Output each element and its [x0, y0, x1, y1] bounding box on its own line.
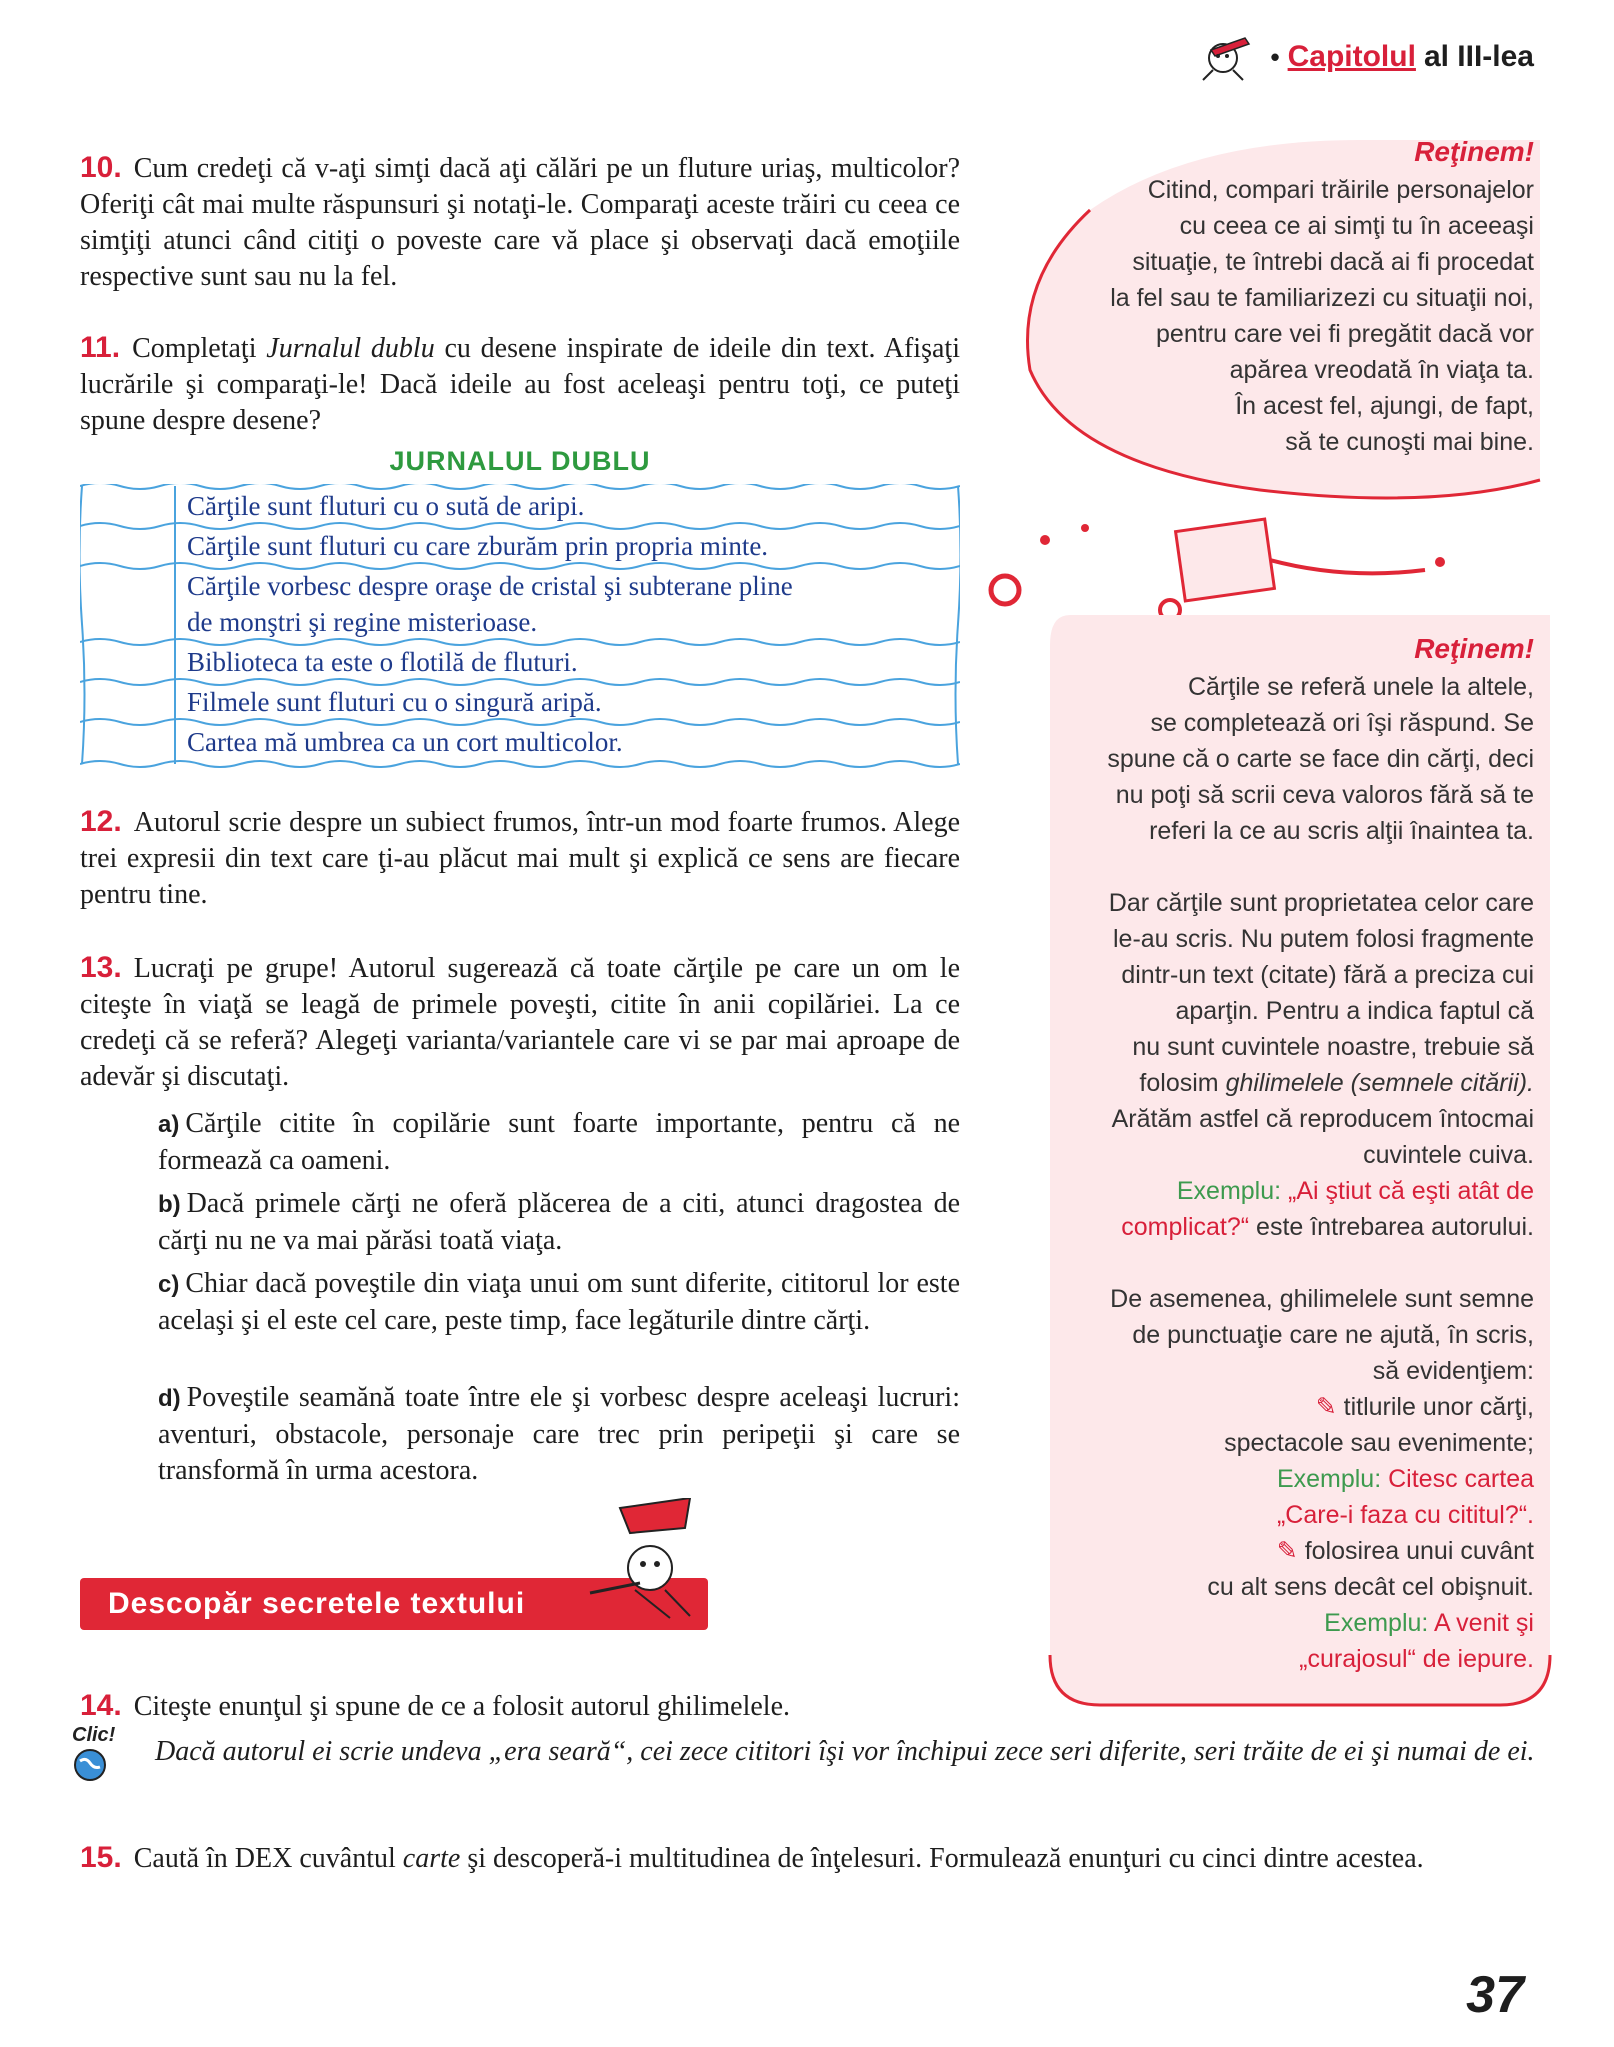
chapter-header: • Capitolul al III-lea — [1193, 30, 1535, 84]
journal-title: JURNALUL DUBLU — [389, 446, 651, 476]
chapter-word: Capitolul — [1287, 40, 1416, 73]
question-number: 13. — [80, 951, 122, 984]
question-number: 10. — [80, 151, 122, 184]
question-12 — [80, 804, 960, 913]
journal-row: Filmele sunt fluturi cu o singură aripă. — [187, 687, 602, 717]
question-number: 11. — [80, 331, 121, 364]
journal-name: Jurnalul dublu — [266, 333, 435, 364]
journal-row: Biblioteca ta este o flotilă de fluturi. — [187, 647, 578, 677]
note-title: Reţinem! — [1414, 633, 1534, 664]
question-text: Lucraţi pe grupe! Autorul sugerează că toate cărţile pe care un om le citeşte în viaţă se leagă de primele poveşti, citite în anii copilăriei. La ce credeţi că se referă? Alegeţi varianta/variantele care vi se par mai aproape de adevăr şi discutaţi. — [80, 953, 960, 1092]
note-title: Reţinem! — [1414, 136, 1534, 167]
question-text: Citeşte enunţul şi spune de ce a folosit autorul ghilimelele. — [133, 1691, 791, 1722]
question-10 — [80, 150, 960, 295]
question-11: 11. Completaţi Jurnalul dublu cu desene inspirate de ideile din text. Afişaţi lucrările şi comparaţi-le! Dacă ideile au fost aceleaşi pentru toţi, ce puteţi spune despre desene? — [80, 331, 960, 436]
journal-row-cont: de monştri şi regine misterioase. — [187, 607, 538, 637]
question-text: Autorul scrie despre un subiect frumos, într-un mod foarte frumos. Alege trei expresii din text care ţi-au plăcut mai mult şi explică ce sens are fiecare pentru tine. — [80, 807, 960, 910]
pencil-icon: ✎ — [1315, 1393, 1344, 1421]
keyword: carte — [402, 1843, 461, 1874]
question-number: 14. — [80, 1689, 122, 1722]
note-body: Citind, compari trăirile personajelor cu ceea ce ai simţi tu în aceeaşi situaţie, te întrebi dacă ai fi procedat la fel sau te familiarizezi cu situaţii noi, pentru care vei fi pregătit dacă vor apărea vreodată în viaţa ta. În acest fel, ajungi, de fapt, să te cunoşti mai bine. — [1110, 176, 1534, 456]
question-15: 15. Caută în DEX cuvântul carte şi descoperă-i multitudinea de înţelesuri. Formulează enunţuri cu cinci dintre acestea. — [80, 1841, 1424, 1874]
chapter-number: al III-lea — [1423, 40, 1534, 73]
globe-icon — [72, 1747, 108, 1783]
pencil-icon: ✎ — [1276, 1537, 1305, 1565]
journal-row: Cartea mă umbrea ca un cort multicolor. — [187, 727, 623, 757]
option-b: b) Dacă primele cărţi ne oferă plăcerea de a citi, atunci dragostea de cărţi nu ne va mai părăsi toată viaţa. — [158, 1188, 960, 1256]
journal-row: Cărţile sunt fluturi cu care zburăm prin propria minte. — [187, 531, 769, 561]
clic-globe-icon: Clic! — [72, 1724, 122, 1784]
option-d: d) Poveştile seamănă toate între ele şi vorbesc despre aceleaşi lucruri: aventuri, obstacole, personaje care trec prin peripeţii şi care se transformă în urma acestora. — [158, 1382, 960, 1486]
question-number: 15. — [80, 1841, 122, 1874]
flying-book-icon — [985, 510, 1455, 620]
knight-writing-icon — [580, 1498, 710, 1628]
page-number: 37 — [1466, 1966, 1524, 2024]
journal-row: Cărţile sunt fluturi cu o sută de aripi. — [187, 491, 585, 521]
note-body: Cărţile se referă unele la altele, se completează ori îşi răspund. Se spune că o carte se face din cărţi, deci nu poţi să scrii ceva valoros fără să te referi la ce au scris alţii înaintea ta. Dar cărţile sunt proprietatea celor care le-au scris. Nu putem folosi fragmente dintr-un text (citate) fără a preciza cui aparţin. Pentru a indica faptul că nu sunt cuvintele noastre, trebuie să folosim ghilimelele (semnele citării). Arătăm astfel că reproducem întocmai cuvintele cuiva. Exemplu: „Ai ştiut că eşti atât de complicat?“ este întrebarea autorului. De asemenea, ghilimelele sunt semne de punctuaţie care ne ajută, în scris, să evidenţiem: ✎ titlurile unor cărţi, spectacole sau evenimente; Exemplu: Citesc cartea „Care-i faza cu cititul?“. ✎ folosirea unui cuvânt cu alt sens decât cel obişnuit. Exemplu: A venit şi „curajosul“ de iepure. — [1107, 673, 1534, 1673]
journal-row: Cărţile vorbesc despre oraşe de cristal şi subterane pline — [187, 571, 793, 601]
section-banner: Descopăr secretele textului — [80, 1578, 708, 1630]
question-13 — [80, 950, 960, 1095]
knight-mascot-icon — [1193, 30, 1263, 84]
quote-text: Dacă autorul ei scrie undeva „era seară“, cei zece cititori îşi vor închipui zece seri diferite, seri trăite de ei şi numai de ei. — [155, 1736, 1535, 1767]
journal-table — [80, 484, 960, 768]
question-text: Cum credeţi că v-aţi simţi dacă aţi călări pe un fluture uriaş, multicolor? Oferiţi cât mai multe răspunsuri şi notaţi-le. Comparaţi aceste trăiri cu ceea ce simţiţi atunci când citiţi o poveste care vă place şi observaţi dacă emoţiile respective sunt sau nu la fel. — [80, 153, 960, 292]
option-c: c) Chiar dacă poveştile din viaţa unui om sunt diferite, cititorul lor este acelaşi şi el este cel care, peste timp, face legăturile dintre cărţi. — [158, 1268, 960, 1336]
option-a: a) Cărţile citite în copilărie sunt foarte importante, pentru că ne formează ca oameni. — [158, 1108, 960, 1176]
question-number: 12. — [80, 805, 122, 838]
